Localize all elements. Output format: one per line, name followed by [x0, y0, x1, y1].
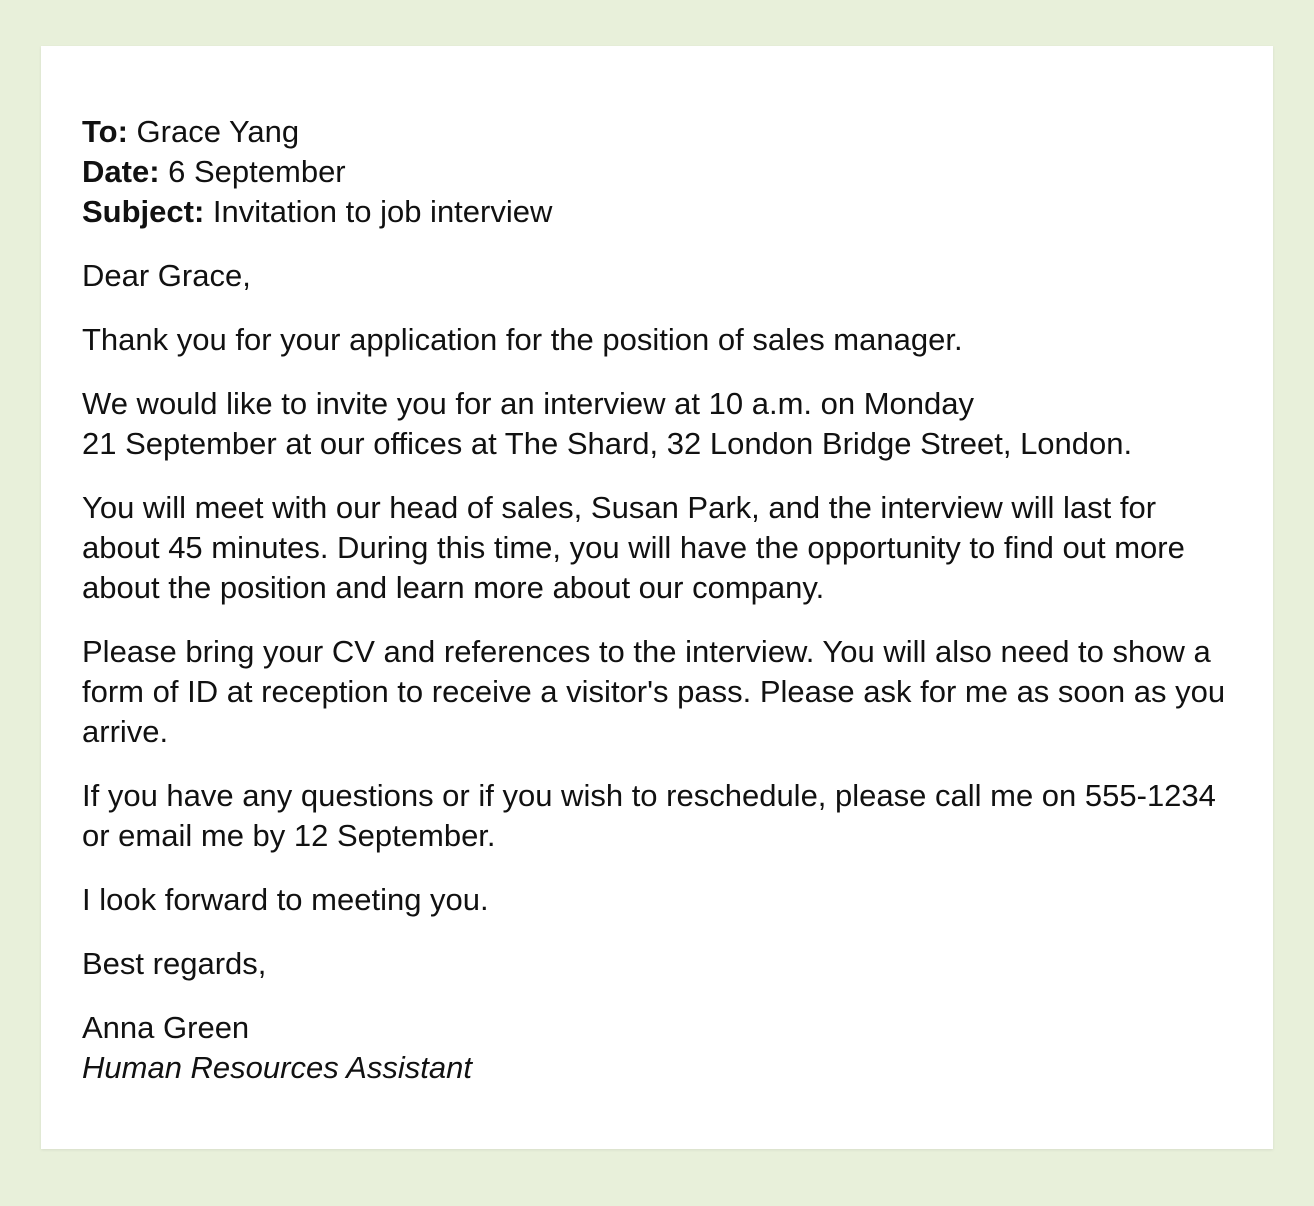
to-value: Grace Yang	[136, 114, 300, 149]
to-line	[82, 112, 1242, 152]
paragraph-invitation-line-1: We would like to invite you for an interview at 10 a.m. on Monday	[82, 386, 974, 421]
email-body	[82, 112, 1242, 1088]
paragraph-contact: If you have any questions or if you wish to reschedule, please call me on 555-1234 or email me by 12 September.	[82, 778, 1216, 853]
paragraph-meeting-details: You will meet with our head of sales, Susan Park, and the interview will last for about 45 minutes. During this time, you will have the opportunity to find out more about the position and learn more about our company.	[82, 490, 1185, 605]
subject-label: Subject:	[82, 194, 205, 229]
email-card	[41, 46, 1273, 1149]
date-line	[82, 152, 1242, 192]
paragraph-what-to-bring: Please bring your CV and references to the interview. You will also need to show a form of ID at reception to receive a visitor's pass. Please ask for me as soon as you arrive.	[82, 634, 1226, 749]
paragraph-invitation	[82, 384, 1242, 464]
signature-title: Human Resources Assistant	[82, 1050, 472, 1085]
to-label: To:	[82, 114, 128, 149]
closing: Best regards,	[82, 946, 267, 981]
date-value: 6 September	[168, 154, 346, 189]
signature-name: Anna Green	[82, 1010, 250, 1045]
paragraph-closing-remark: I look forward to meeting you.	[82, 882, 489, 917]
date-label: Date:	[82, 154, 160, 189]
greeting: Dear Grace,	[82, 258, 251, 293]
paragraph-application: Thank you for your application for the position of sales manager.	[82, 322, 963, 357]
paragraph-invitation-line-2: 21 September at our offices at The Shard, 32 London Bridge Street, London.	[82, 426, 1133, 461]
subject-line	[82, 192, 1242, 232]
subject-value: Invitation to job interview	[212, 194, 553, 229]
